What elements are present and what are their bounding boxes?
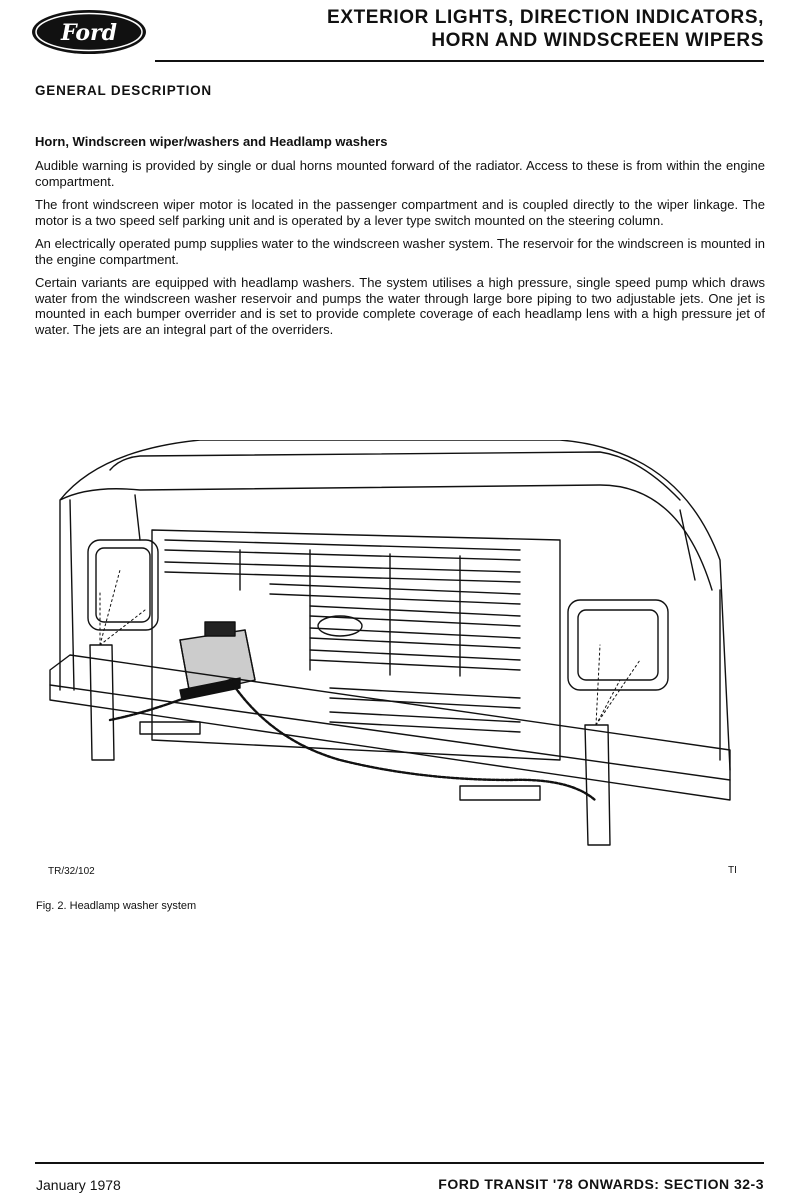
page-title: [204, 6, 764, 52]
windscreen-lower-edge: [110, 452, 680, 500]
header-divider: [155, 60, 764, 62]
figure-reference: TR/32/102: [48, 866, 95, 877]
left-headlamp: [88, 540, 158, 630]
right-headlamp: [568, 600, 668, 690]
paragraph-wiper-motor: The front windscreen wiper motor is located in the passenger compartment and is coupled directly to the wiper linkage. The motor is a two speed self parking unit and is operated by a lever type switch mounted on the steering column.: [35, 197, 765, 228]
washer-pipe: [110, 680, 595, 800]
footer-date: January 1978: [36, 1177, 121, 1193]
right-bumper-bracket: [460, 786, 540, 800]
sub-heading: Horn, Windscreen wiper/washers and Headlamp washers: [35, 134, 388, 149]
section-heading: GENERAL DESCRIPTION: [35, 83, 212, 98]
page-title-line-1: EXTERIOR LIGHTS, DIRECTION INDICATORS,: [327, 7, 764, 28]
ford-logo: [30, 8, 148, 56]
grille-badge: [318, 616, 362, 636]
left-overrider: [90, 645, 114, 760]
paragraph-horn: Audible warning is provided by single or dual horns mounted forward of the radiator. Access to these is from within the engine compartment.: [35, 158, 765, 189]
figure-mark: TI: [728, 865, 737, 876]
washer-reservoir: [180, 622, 255, 700]
ford-logo-text: Ford: [60, 20, 118, 46]
figure-caption: Fig. 2. Headlamp washer system: [36, 900, 197, 912]
headlamp-washer-illustration: [40, 440, 760, 860]
bonnet-edge: [70, 495, 720, 760]
paragraph-headlamp-washers: Certain variants are equipped with headlamp washers. The system utilises a high pressure, single speed pump which draws water from the windscreen washer reservoir and pumps the water through large bore piping to two adjustable jets. One jet is mounted in each bumper overrider and is set to provide complete coverage of each headlamp lens with a high pressure jet of water. The jets are an integral part of the overriders.: [35, 275, 765, 337]
body-text: [35, 158, 765, 345]
footer-divider: [35, 1162, 764, 1164]
page-title-line-2: HORN AND WINDSCREEN WIPERS: [431, 30, 764, 51]
paragraph-washer-pump: An electrically operated pump supplies water to the windscreen washer system. The reservoir for the windscreen is mounted in the engine compartment.: [35, 236, 765, 267]
footer-section: FORD TRANSIT '78 ONWARDS: SECTION 32-3: [438, 1176, 764, 1192]
right-jet-spray: [596, 645, 640, 725]
right-overrider: [585, 725, 610, 845]
body-outline: [60, 440, 730, 770]
left-bumper-bracket: [140, 722, 200, 734]
left-jet-spray: [100, 570, 145, 645]
